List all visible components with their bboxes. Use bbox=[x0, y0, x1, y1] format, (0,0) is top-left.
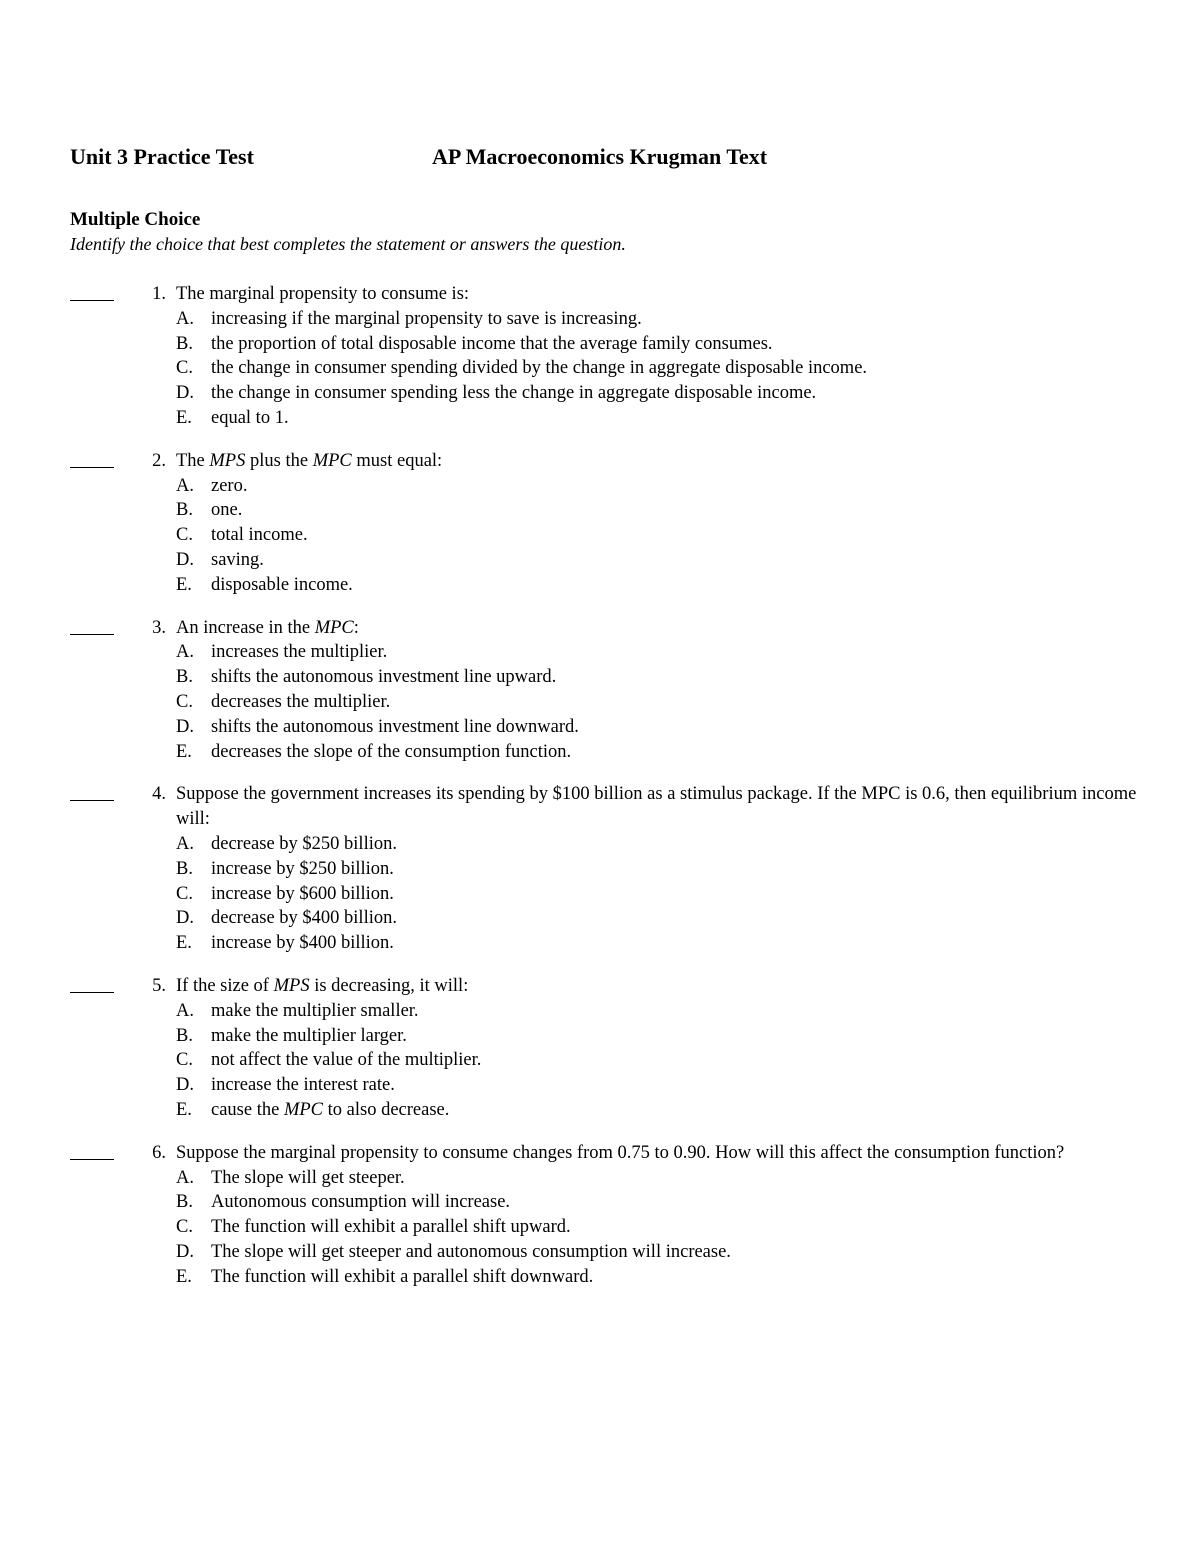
choice-label: E. bbox=[176, 407, 192, 428]
question-item bbox=[70, 616, 1140, 765]
choice-text: one. bbox=[211, 500, 243, 521]
choice-label: A. bbox=[176, 308, 194, 329]
choice-label: D. bbox=[176, 549, 194, 570]
choice-list bbox=[176, 307, 1140, 431]
test-title: Unit 3 Practice Test bbox=[70, 144, 254, 169]
choice-label: C. bbox=[176, 1050, 193, 1071]
choice-text: total income. bbox=[211, 525, 308, 546]
choice-label: A. bbox=[176, 833, 194, 854]
question-stem: Suppose the government increases its spending by $100 billion as a stimulus package. If the MPC is 0.6, then equilibrium income will: bbox=[176, 784, 1137, 830]
choice-text: decreases the slope of the consumption function. bbox=[211, 741, 572, 762]
choice-text: the proportion of total disposable income that the average family consumes. bbox=[211, 333, 773, 354]
choice-text: Autonomous consumption will increase. bbox=[211, 1192, 511, 1213]
choice-label: D. bbox=[176, 908, 194, 929]
choice-text: The function will exhibit a parallel shift upward. bbox=[211, 1217, 571, 1238]
choice-text: increase the interest rate. bbox=[211, 1075, 395, 1096]
question-stem: An increase in the MPC: bbox=[176, 617, 359, 638]
choice-label: B. bbox=[176, 500, 193, 521]
choice-label: E. bbox=[176, 1266, 192, 1287]
choice-item bbox=[176, 931, 1140, 956]
choice-item bbox=[176, 307, 1140, 332]
choice-text: the change in consumer spending divided by the change in aggregate disposable income. bbox=[211, 358, 868, 379]
choice-text: decrease by $250 billion. bbox=[211, 833, 397, 854]
question-stem: The marginal propensity to consume is: bbox=[176, 284, 470, 304]
answer-blank[interactable] bbox=[70, 782, 114, 807]
term-mpc: MPC bbox=[283, 1099, 323, 1120]
choice-label: A. bbox=[176, 475, 194, 496]
choice-label: C. bbox=[176, 358, 193, 379]
answer-blank[interactable] bbox=[70, 616, 114, 641]
choice-label: B. bbox=[176, 858, 193, 879]
choice-label: B. bbox=[176, 333, 193, 354]
choice-text: saving. bbox=[211, 549, 264, 570]
choice-text: increase by $600 billion. bbox=[211, 883, 394, 904]
choice-list bbox=[176, 1166, 1140, 1290]
choice-item bbox=[176, 548, 1140, 573]
choice-text: cause the MPC to also decrease. bbox=[211, 1099, 450, 1120]
choice-item bbox=[176, 1166, 1140, 1191]
term-mpc: MPC bbox=[314, 617, 354, 638]
choice-text: The function will exhibit a parallel shift downward. bbox=[211, 1266, 594, 1287]
answer-blank[interactable] bbox=[70, 1141, 114, 1166]
choice-label: C. bbox=[176, 691, 193, 712]
choice-text: The slope will get steeper and autonomous consumption will increase. bbox=[211, 1241, 731, 1262]
choice-text: equal to 1. bbox=[211, 407, 289, 428]
choice-item bbox=[176, 498, 1140, 523]
choice-item bbox=[176, 1240, 1140, 1265]
choice-item bbox=[176, 665, 1140, 690]
question-item bbox=[70, 449, 1140, 598]
term-mpc: MPC bbox=[312, 450, 352, 471]
choice-text: decreases the multiplier. bbox=[211, 691, 391, 712]
question-number: 4. bbox=[152, 784, 166, 805]
choice-item bbox=[176, 1215, 1140, 1240]
question-stem: The MPS plus the MPC must equal: bbox=[176, 450, 443, 471]
choice-label: C. bbox=[176, 525, 193, 546]
choice-item bbox=[176, 740, 1140, 765]
question-body bbox=[176, 974, 1140, 1123]
choice-label: B. bbox=[176, 667, 193, 688]
term-mps: MPS bbox=[273, 975, 310, 996]
term-mps: MPS bbox=[209, 450, 246, 471]
question-item bbox=[70, 782, 1140, 956]
choice-item bbox=[176, 640, 1140, 665]
choice-text: the change in consumer spending less the change in aggregate disposable income. bbox=[211, 383, 817, 404]
choice-item bbox=[176, 906, 1140, 931]
choice-label: B. bbox=[176, 1025, 193, 1046]
choice-text: increase by $250 billion. bbox=[211, 858, 394, 879]
choice-text: increase by $400 billion. bbox=[211, 933, 394, 954]
question-body bbox=[176, 282, 1140, 431]
answer-blank[interactable] bbox=[70, 282, 114, 307]
choice-label: E. bbox=[176, 574, 192, 595]
question-item bbox=[70, 282, 1140, 431]
question-body bbox=[176, 449, 1140, 598]
question-number: 1. bbox=[152, 284, 166, 304]
answer-blank[interactable] bbox=[70, 974, 114, 999]
choice-label: E. bbox=[176, 741, 192, 762]
question-stem: Suppose the marginal propensity to consume changes from 0.75 to 0.90. How will this affect the consumption function? bbox=[176, 1142, 1065, 1163]
choice-label: A. bbox=[176, 642, 194, 663]
choice-text: shifts the autonomous investment line downward. bbox=[211, 716, 579, 737]
choice-text: decrease by $400 billion. bbox=[211, 908, 397, 929]
section-heading: Multiple Choice bbox=[70, 209, 201, 230]
choice-text: not affect the value of the multiplier. bbox=[211, 1050, 482, 1071]
choice-item bbox=[176, 381, 1140, 406]
choice-item bbox=[176, 1073, 1140, 1098]
choice-text: increases the multiplier. bbox=[211, 642, 388, 663]
test-page bbox=[70, 142, 1140, 1307]
choice-text: increasing if the marginal propensity to save is increasing. bbox=[211, 308, 642, 329]
choice-label: A. bbox=[176, 1000, 194, 1021]
choice-label: D. bbox=[176, 1241, 194, 1262]
choice-text: make the multiplier larger. bbox=[211, 1025, 407, 1046]
course-title: AP Macroeconomics Krugman Text bbox=[432, 144, 768, 169]
choice-label: E. bbox=[176, 1099, 192, 1120]
choice-label: E. bbox=[176, 933, 192, 954]
choice-item bbox=[176, 1265, 1140, 1290]
choice-text: shifts the autonomous investment line upward. bbox=[211, 667, 557, 688]
choice-item bbox=[176, 356, 1140, 381]
choice-list bbox=[176, 474, 1140, 598]
choice-item bbox=[176, 1190, 1140, 1215]
choice-label: A. bbox=[176, 1167, 194, 1188]
question-number: 5. bbox=[152, 975, 166, 996]
question-number: 2. bbox=[152, 450, 166, 471]
choice-list bbox=[176, 640, 1140, 764]
choice-label: C. bbox=[176, 883, 193, 904]
choice-label: B. bbox=[176, 1192, 193, 1213]
choice-label: C. bbox=[176, 1217, 193, 1238]
choice-item bbox=[176, 832, 1140, 857]
choice-item bbox=[176, 573, 1140, 598]
question-number: 3. bbox=[152, 617, 166, 638]
choice-item bbox=[176, 882, 1140, 907]
choice-text: make the multiplier smaller. bbox=[211, 1000, 419, 1021]
answer-blank[interactable] bbox=[70, 449, 114, 474]
choice-item bbox=[176, 523, 1140, 548]
question-list bbox=[70, 282, 1140, 1289]
choice-label: D. bbox=[176, 383, 194, 404]
question-body bbox=[176, 782, 1140, 956]
choice-text: zero. bbox=[211, 475, 248, 496]
question-body bbox=[176, 616, 1140, 765]
choice-label: D. bbox=[176, 1075, 194, 1096]
choice-item bbox=[176, 1098, 1140, 1123]
question-stem: If the size of MPS is decreasing, it will: bbox=[176, 975, 469, 996]
section-instructions: Identify the choice that best completes the statement or answers the question. bbox=[70, 234, 626, 254]
choice-item bbox=[176, 1024, 1140, 1049]
choice-item bbox=[176, 999, 1140, 1024]
choice-item bbox=[176, 474, 1140, 499]
choice-item bbox=[176, 715, 1140, 740]
choice-label: D. bbox=[176, 716, 194, 737]
question-number: 6. bbox=[152, 1142, 166, 1163]
choice-list bbox=[176, 999, 1140, 1123]
choice-text: The slope will get steeper. bbox=[211, 1167, 405, 1188]
choice-text: disposable income. bbox=[211, 574, 353, 595]
question-body bbox=[176, 1141, 1140, 1290]
choice-item bbox=[176, 690, 1140, 715]
question-item bbox=[70, 1141, 1140, 1290]
question-item bbox=[70, 974, 1140, 1123]
choice-item bbox=[176, 857, 1140, 882]
choice-item bbox=[176, 1048, 1140, 1073]
choice-item bbox=[176, 406, 1140, 431]
choice-item bbox=[176, 332, 1140, 357]
choice-list bbox=[176, 832, 1140, 956]
header bbox=[70, 142, 1140, 172]
